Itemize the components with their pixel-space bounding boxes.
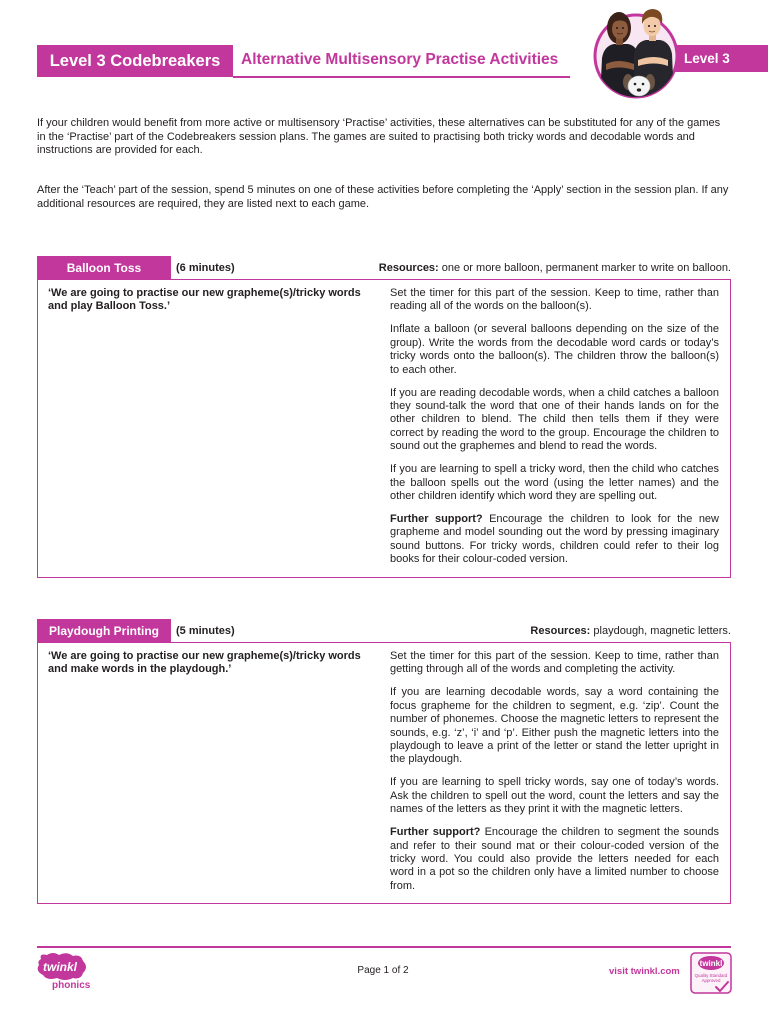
instruction-step xyxy=(390,323,719,377)
activity-instructions xyxy=(380,643,729,903)
instruction-text: If you are learning to spell tricky words, say one of today’s words. Ask the children to spell out the word, count the letters and say the names of the letters as they print it with the magnetic letters. xyxy=(390,776,719,816)
instruction-step xyxy=(390,650,719,677)
activity-name: Playdough Printing xyxy=(49,624,159,638)
instruction-step xyxy=(390,463,719,503)
program-title: Level 3 Codebreakers xyxy=(49,51,221,70)
resources-text: playdough, magnetic letters. xyxy=(593,625,731,637)
intro-paragraph: After the ‘Teach’ part of the session, spend 5 minutes on one of these activities before completing the ‘Apply’ section in the session plan. If any additional resources are required, they are listed next to each game. xyxy=(37,184,729,210)
footer-rule xyxy=(37,946,731,948)
instruction-text: Set the timer for this part of the session. Keep to time, rather than getting through all of the words and completing the activity. xyxy=(390,650,719,676)
resources-label: Resources: xyxy=(530,625,591,637)
twinkl-phonics-logo xyxy=(35,951,99,993)
activity-box-balloon-toss xyxy=(37,279,731,578)
program-title-box xyxy=(37,45,233,77)
instruction-step xyxy=(390,513,719,567)
instruction-step xyxy=(390,287,719,314)
logo-subtext: phonics xyxy=(52,980,91,991)
activity-duration: (5 minutes) xyxy=(176,625,235,637)
activity-instructions xyxy=(380,280,729,577)
quality-standard-badge xyxy=(689,951,733,995)
activity-resources xyxy=(530,625,731,638)
instruction-step xyxy=(390,387,719,454)
instruction-step xyxy=(390,826,719,893)
instruction-text: If you are reading decodable words, when a child catches a balloon they sound-talk the word that one of their hands lands on for the other children to blend. The child then tells them if they were correct by reading the word to the group. Encourage the children to sound out the graphemes and blend to read the words. xyxy=(390,386,719,453)
instruction-text: If you are learning decodable words, say a word containing the focus grapheme for the children to segment, e.g. ‘zip’. Count the number of phonemes. Choose the magnetic letters to represent the sounds, e.g. ‘z’, ‘i’ and ‘p’. Either push the magnetic letters into the playdough to leave a print of the letter or stand the letter upright in the playdough. xyxy=(390,686,719,766)
resources-label: Resources: xyxy=(378,262,439,274)
instruction-text: If you are learning to spell a tricky word, then the child who catches the balloon spells out the word (using the letter names) and the other children identify which word they are spelling out. xyxy=(390,463,719,503)
level-tag-label: Level 3 xyxy=(684,51,730,66)
page-number: Page 1 of 2 xyxy=(357,965,409,976)
activity-duration: (6 minutes) xyxy=(176,262,235,274)
resources-text: one or more balloon, permanent marker to write on balloon. xyxy=(441,262,731,274)
teacher-script: ‘We are going to practise our new grapheme(s)/tricky words and make words in the playdough.’ xyxy=(48,650,361,676)
website-link[interactable]: visit twinkl.com xyxy=(609,966,680,977)
badge-brand: twinkl xyxy=(699,959,723,968)
further-support-label: Further support? xyxy=(390,513,483,526)
instruction-step xyxy=(390,686,719,766)
title-underline xyxy=(233,76,570,78)
activity-name: Balloon Toss xyxy=(66,261,142,275)
instruction-text: Inflate a balloon (or several balloons depending on the size of the group). Write the words from the decodable word cards or today’s tricky words onto the balloon(s). The children throw the balloon(s) to each other. xyxy=(390,323,719,376)
further-support-label: Further support? xyxy=(390,826,481,839)
activity-resources xyxy=(379,262,731,275)
instruction-text: Encourage the children to look for the new grapheme and model sounding out the word by pressing imaginary sound buttons. For tricky words, children could refer to their log books for their colour-coded version. xyxy=(390,513,719,566)
instruction-text: Set the timer for this part of the session. Keep to time, rather than reading all of the words on the balloon(s). xyxy=(390,287,719,313)
badge-line: Quality Standard xyxy=(694,973,728,978)
page-subtitle: Alternative Multisensory Practise Activities xyxy=(241,51,559,68)
activity-tab-playdough-printing xyxy=(37,619,171,643)
intro-paragraph: If your children would benefit from more active or multisensory ‘Practise’ activities, these alternatives can be substituted for any of the games in the ‘Practise’ part of the Codebreakers session plans. The games are suited to practising both tricky words and decodable words and instructions are provided for each. xyxy=(37,117,721,156)
instruction-text: Encourage the children to segment the sounds and refer to their sound mat or their colour-coded version of the tricky word. You could also provide the letters needed for each word in a pot so the children only have a limited number to choose from. xyxy=(390,826,720,892)
teacher-script: ‘We are going to practise our new grapheme(s)/tricky words and play Balloon Toss.’ xyxy=(48,287,361,313)
activity-tab-balloon-toss xyxy=(37,256,171,280)
instruction-step xyxy=(390,776,719,816)
logo-text: twinkl xyxy=(43,960,78,974)
characters-illustration xyxy=(588,2,684,100)
badge-line: Approved xyxy=(701,978,721,983)
level-tag xyxy=(670,45,768,72)
activity-box-playdough-printing xyxy=(37,642,731,904)
